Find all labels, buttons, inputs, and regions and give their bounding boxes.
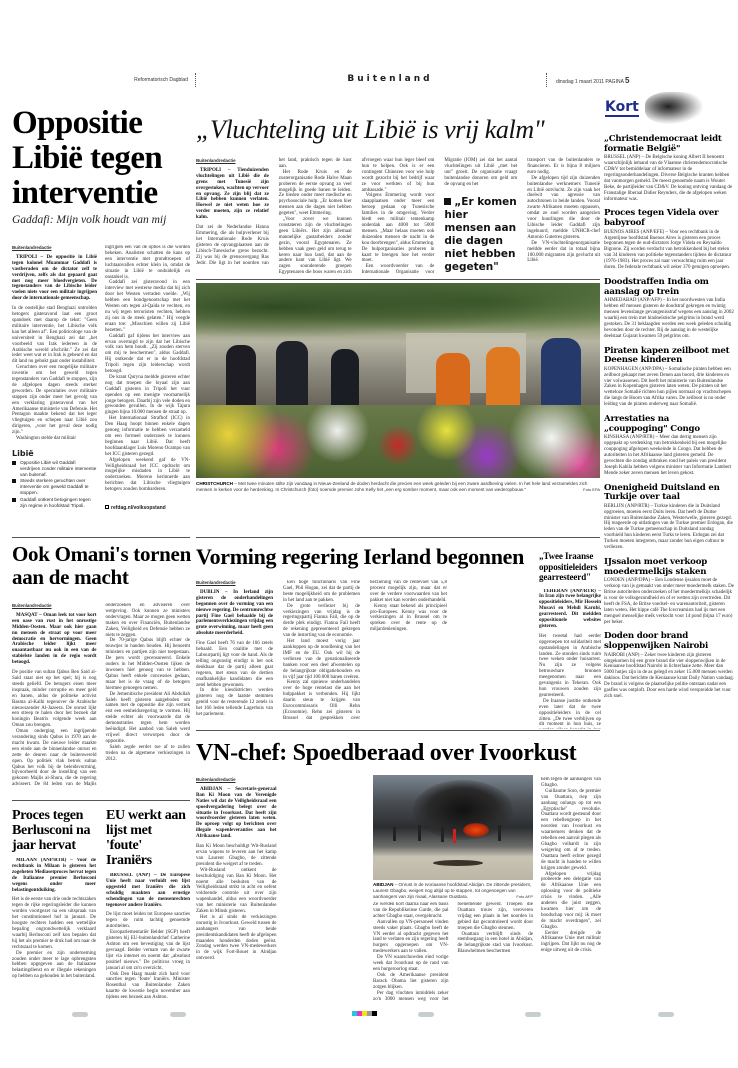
kort-item-text: BRUSSEL (ANP) – De Belgische koning Albert II benoemt waarschijnlijk iemand van de Vlaamse christendemocratische CD&V tot bemiddelaar of informateur in de regeringsonderhandelingen. Diverse Belgische kranten hebben dat vanmorgen gemeld. De meest genoemde naam is Wouter Beke, de partijleider van CD&V. De koning ontving vandaag de Franstalige liberaal Didier Reynders, die de afgelopen weken informateur was. <box>604 155 733 202</box>
paragraph: Per dag vluchten inmiddels zeker zo'n 3000 mensen weg voor het toenemende geweld. Troepen die Ouattara trouw zijn, veroveren vrijdag een plaats in het noorden in gebied dat gecontroleerd wordt door troepen die Gbagbo steunen. <box>373 902 533 1002</box>
paragraph: Een woordvoerder van de Internationale Organisatie voor Migratie (IOM) zei dat het aantal vluchtelingen uit Libië „met het uur" groeit. De organisatie vraagt buitenlandse donoren om geld om de opvang en het <box>361 158 518 276</box>
registration-mark <box>525 1012 541 1017</box>
paragraph: Het Rode Kruis en de zusterorganisatie Rode Halve Maan proberen de eerste opvang zo veel mogelijk in goede banen te leiden. Ze bieden onder meer medische en psychosociale hulp. „Er komen hier mensen aan die dagen niet hebben gegeten", weet Emmering. <box>278 169 352 217</box>
kort-item <box>604 278 734 340</box>
paragraph: Het Internationaal Strafhof (ICC) in Den Haag hoopt binnen enkele dagen genoeg informatie te hebben verzameld om een formeel onderzoek te kunnen beginnen naar Libië. Dat heeft hoofdaanklager Luis Moreno Ocampo van het ICC gisteren gezegd. <box>105 416 190 457</box>
paragraph: ingrijpen een van de opties is die worden bekeken. Analisten schatten de kans op een interventie met grondtroepen of luchtaanvallen echter klein in, omdat de situatie in Libië te onduidelijk en onstabiel is. <box>105 245 190 280</box>
paragraph: De 70-jarige Qabus blijft echter de touwtjes in handen houden. Hij benoemt ministers en partijen zijn niet toegestaan. De pers wordt gecensureerd. Enkele ouders in het Midden-Oosten lijken de inwoners hier genoeg van te hebben. Qabus heeft enkele concessies gedaan, maar het is de vraag of de betogers hiermee genoegen nemen. <box>105 638 190 691</box>
paragraph: De Jemenitische president Ali Abdullah Saleh heeft gisteren aangeboden om samen met de oppositie die zijn vertrek eist een eenheidsregering te vormen. Hij stelde echter als voorwaarde dat de demonstraties tegen hem worden beëindigd. Het aanbod van Saleh werd vrijwel direct verworpen door de oppositie. <box>105 691 190 744</box>
divider <box>12 800 190 801</box>
paragraph: Wit-Rusland ontkent de beschuldiging van Ban Ki Moon. Het noemt alle besluiten van de Veiligheidsraad strikt in acht en oefent voldoende controle uit over zijn wapenhandel, aldus een woordvoerder van het ministerie van Buitenlandse Zaken in Minsk gisteren. <box>196 867 277 915</box>
quote-square-icon <box>444 198 451 205</box>
paragraph: Volgens Emmering wordt voor slaapplaatsen onder meer een beroep gedaan op Tunesische families in de omgeving. Verder biedt een militair tentenkamp onderdak aan 4000 tot 5000 mensen. „Maar helaas moeten ook duizenden mensen de nacht in de kou doorbrengen", aldus Emmering. De hulporganisaties proberen in kaart te brengen hoe het verder moet. <box>361 193 435 264</box>
headline: EU werkt aan lijst met 'foute' Iraniërs <box>106 808 186 868</box>
registration-mark <box>72 1012 88 1017</box>
paragraph: Een hoge functionaris van Fine Gael, Phil Hogan, zei dat de partij de beste mogelijkheid om de problemen in het land aan te pakken. <box>283 580 360 603</box>
factbox-bullet <box>12 497 97 509</box>
kort-item-title: Doden door brand sloppenwijken Nairobi <box>604 631 709 652</box>
bullet-text: Gaddafi ontkent betogingen tegen zijn regime in hoofdstad Tripoli. <box>20 496 91 508</box>
bullet-square-icon <box>12 479 16 483</box>
paragraph: Fine Gael heeft 76 van de 166 zetels behaald. Een coalitie met de Labourpartij ligt voor de hand. Als de telling ongunstig eindigt is het ook denkbaar dat de partij alleen gaat regeren, met steun van de dertien onafhankelijke kandidaten die een zetel hebben gewonnen. <box>196 641 273 688</box>
photo-abidjan <box>373 775 533 880</box>
paragraph: Kenny zal opnieuw onderhandelen over de hoge rentelast die aan het hulppakket is verbonden. Hij lijkt daarin steun te krijgen van Eurocommissaris Olli Rehn (Economie). Rehn zei gisteren in Brussel dat gesprekken over herziening van de rentevoet van 5,8 procent mogelijk zijn, maar dat er over de verdere voorwaarden van het pakket niet kan worden onderhandeld. <box>283 580 447 721</box>
section-title: Buitenland <box>347 74 433 84</box>
registration-mark <box>418 1012 434 1017</box>
kort-header <box>605 92 735 126</box>
lead: TEHERAN (ANP/RTR) – In Iran zijn twee belangrijke oppositieleiders, Mir Hossein Musavi en Mehdi Karubi, gearresteerd. Dit meldden oppositionele websites gisteren. <box>539 588 601 629</box>
paragraph: Ook Den Haag maakt zich hard voor sancties tegen 'foute' Iraniërs. Minister Rosenthal van Buitenlandse Zaken kaartte de kwestie begin november aan tijdens een bezoek aan Ashton. <box>106 971 190 1001</box>
paragraph: De VN waarschuwden eind vorige week dat Ivoorkust op de rand van een burgeroorlog staat. <box>373 955 449 972</box>
paragraph: Het is de eerste van drie oude rechtszaken tegen de rijke regeringsleider die kunnen worden voortgezet na een uitspraak van het constitutioneel hof in januari. De hoogste rechters hadden een wettelijke bepaling ongrondwettelijk verklaard waarbij Berlusconi zelf kon bepalen dat hij het als premier te druk had om naar de rechtszaal te komen. <box>12 897 96 950</box>
article-ierland <box>196 580 534 722</box>
quote-text: „Er komen hier mensen aan die dagen niet hebben gegeten" <box>444 195 517 273</box>
article-oman <box>12 603 190 793</box>
registration-mark <box>658 1012 674 1017</box>
lead: MILAAN (ANP/RTR) – Voor de rechtbank in Milaan is gisteren het zogeheten Mediasetproces hervat tegen de Italiaanse premier Berlusconi wegens onder meer belastingontduiking. <box>12 858 96 893</box>
lead: TRIPOLI – De oppositie in Libië tegen kolonel Muammar Gaddafi is vastberaden om de dictator zelf te verdrijven, zelfs als dat gepaard gaat met nog meer bloedvergieten. De tegenstanders van de Libische leider voelen niets voor een militair ingrijpen door de internationale gemeenschap. <box>12 254 97 302</box>
paragraph: De positie van sultan Qabus Ben Said al-Said staat niet op het spel; hij is nog steeds geliefd. De betogers eisen meer inspraak, minder corruptie en meer geld en banen, aldus de politieke activist Basma al-Kalhi tegenover de Arabische nieuwszender Al-Jazeera. De onrust lijkt een streep te halen door het bezoek dat koningin Beatrix volgende week aan Oman zou brengen. <box>12 670 97 729</box>
paragraph: Guillaume Soro, de premier van Ouattara, riep zijn aanhang onlangs op tot een „Egyptische" revolutie. Ouattara wordt gesteund door een rebellengroep in het noorden van Ivoorkust en waarnemers denken dat de rebellen een aanval plegen als Gbagbo volhardt in zijn weigering om af te treden. Ouattara heeft echter gezegd de macht in handen te willen krijgen zonder geweld. <box>541 788 601 871</box>
kort-item-title: Piraten kapen zeilboot met Deense kinderen <box>604 345 730 366</box>
color-swatch <box>372 1011 377 1016</box>
paragraph: Dat zei de Nederlandse Hanna Emmering, die als hulpverlener bij het Internationale Rode Kruis gisteren de opvangplaatsen aan de Libisch-Tunesische grens bezocht. Zij was bij de grensovergang Ras Jedir. Die ligt in het noorden van het land, praktisch tegen de kust aan. <box>196 158 352 266</box>
kort-logo: Kort <box>605 99 639 115</box>
caption-place: CHRISTCHURCH <box>196 481 234 487</box>
paragraph: Aanvallen op VN-personeel vinden steeds vaker plaats. Gbagbo heeft de VN eerder al opdracht gegeven het land te verlaten en zijn regering heeft burgers opgeroepen om VN-medewerkers aan te vallen. <box>373 919 449 955</box>
kort-item <box>604 632 734 699</box>
page-date <box>556 76 629 85</box>
kort-item <box>604 415 734 477</box>
paragraph: De VN-vluchtelingenorganisatie meldde eerder dat in totaal bijna 100.000 migranten zijn gevlucht uit Libië. <box>527 240 600 264</box>
paragraph: Geruchten over een mogelijke militaire inventie om het geweld tegen tegenstanders van Gaddafi te stoppen, zijn de afgelopen dagen steeds sterker geworden. De speculaties over militaire stappen zijn onder meer het gevolg van een verklaring gisteravond van het Amerikaanse ministerie van Defensie. Het Pentagon maakte bekend dat het leger vliegtuigen en schepen naar Libië zou dirigeren, „voor het geval deze nodig zijn." <box>12 365 97 436</box>
photo-credit: Foto EPA <box>583 487 600 493</box>
lead: TRIPOLI – Tienduizenden vluchtelingen uit Libië die de grens met Tunesië zijn overgestoken, wachten op vervoer en opvang. Ze zijn blij dat ze Libië hebben kunnen verlaten. Hoewel ze niet weten hoe ze verder moeten, zijn ze relatief kalm. <box>196 167 269 221</box>
paragraph: Ouattara verblijft sinds de stembusgang in een hotel in Abidjan, de belangrijkste stad van Ivoorkust. Blauwhelmen beschermen <box>457 931 533 955</box>
caption-text: – Met twee minuten stilte zijn vandaag in Nieuw-Zeeland de doden herdacht die precies een week geleden bij een zware aardbeving vielen. In het hele land verzamelden zich mensen in kerken voor de herdenking. In Christchurch (foto) noemde premier John Kelly het „een erg somber moment, maar ook een moment van wederopbouw." <box>196 481 588 493</box>
paragraph: De grote verliezer bij de verkiezingen van vrijdag is de regeringspartij Fianna Fail, die op de derde plek eindigt. Fianna Fail heeft de rekening gepresenteerd gekregen van de instorting van de economie. <box>283 603 360 639</box>
article-vn-continued <box>373 902 533 1005</box>
byline: Buitenlandredactie <box>196 158 236 163</box>
paragraph: Saleh zegde eerder toe af te zullen treden na de algemene verkiezingen in 2012. <box>105 744 190 762</box>
factbox-title: Libië <box>12 449 34 458</box>
headline: „Vluchteling uit Libië is vrij kalm" <box>196 115 545 144</box>
bullet-square-icon <box>12 498 16 502</box>
paragraph: „Voor zover we kunnen constateren zijn de vluchtelingen geen Libiërs. Het zijn allemaal mannelijke gastarbeiders zonder gezin, vooral Egyptenaren. Ze hebben vaak geen geld om terug te keren naar hun land, dat aan de andere kant van Libië ligt. We zagen sounderende groepen Egyptenaren die boos waren en zich afvroegen waar hun leger bleef om hun te helpen. Ook is er een contingent Chinezen voor wie hulp wordt gezocht bij het bedrijf waar ze voor werkten of bij hun ambassade." <box>278 158 435 276</box>
headline: Proces tegen Berlusconi na jaar hervat <box>12 808 91 853</box>
kort-item-text: KOPENHAGEN (ANP/DPA) – Somalische piraten hebben een zeilboot gekaapt met zeven Denen aan boord, drie kinderen en vier volwassenen. Dit heeft het ministerie van Buitenlandse Zaken in Kopenhagen gisteren laten weten. De piraten uit het wetteloze Somalië richten hun pijlen normaal op vrachtschepen die langs de Hoorn van Afrika varen. De zeilboot is nu onder leiding van de piraten onderweg naar Somalië. <box>604 366 732 408</box>
kort-item <box>604 347 734 409</box>
subtitle: Gaddafi: Mijn volk houdt van mij <box>12 214 167 226</box>
paragraph: De afgelopen tijd zijn duizenden buitenlandse werknemers Tunesië en Libië ontvlucht. Ze zijn vaak het doelwit van agressie van autochtonen in beide landen. Vooral zwarte Afrikanen moeten oppassen, omdat ze snel worden aangezien voor huurlingen die door de Libische leider Gaddafi zijn ingehuurd, meldde UNHCR-chef Antonio Guterres gisteren. <box>527 175 600 240</box>
kort-list <box>604 128 734 1013</box>
headline: VN-chef: Spoedberaad over Ivoorkust <box>196 740 577 766</box>
headline: Ook Omani's tornen aan de macht <box>12 542 191 589</box>
world-map-icon <box>645 92 703 124</box>
link-text[interactable]: refdag.nl/volksopstand <box>111 505 166 511</box>
divider <box>12 537 190 538</box>
paragraph: Kenny staat bekend als principieel pro-Europees. Kenny was voor de verkiezingen al in Brussel om te spreken over de rente op de miljardenleningen. <box>370 603 447 633</box>
kort-item <box>604 135 734 202</box>
paragraph: De krant Quryna meldde gisteren echter nog dat troepen die loyaal zijn aan Gaddafi gisteren in Tripoli het vuur openden op een menigte voornamelijk jonge betogers. Daarbij zijn vele doden en gewonden gevallen. In de wijk Tajura gingen bijna 10.000 mensen de straat op. <box>105 374 190 416</box>
paragraph: In de oostelijke stad Benghazi ontrolden betogers gisteravond laat een groot spandoek met daarop de tekst: "Geen militaire interventie, het Libische volk kan het alleen af". Een politicologe van de universiteit in Benghazi zei dat „het voorbeeld van Irak iedereen in de Arabische wereld afschrikt." Ze zei dat ieder weet wat er in Irak is gebeurd en dat dit land nu gebukt gaat onder instabiliteit. <box>12 306 97 365</box>
article-column <box>105 245 190 500</box>
headline-line: interventie <box>12 175 158 211</box>
pull-quote <box>444 196 517 274</box>
paragraph: Gaddafi zei gisteravond in een interview met westerse media dat hij zich door het Westen verraden voelde. „Wij hebben een bondgenootschap met het Westen om tegen al-Qaida te vechten, en nu wij tegen terroristen vechten, hebben zij ons in de steek gelaten." Hij voegde eraan toe: „Misschien willen zij Libië bezetten." <box>105 280 190 333</box>
paragraph: Gaddafi gaf tijdens het interview aan ervan overtuigd te zijn dat het Libische volk van hem houdt. „Zij zouden sterven om mij te beschermen", aldus Gaddafi. Hij ontkende dat er in de hoofdstad Tripoli tegen zijn leiderschap wordt betoogd. <box>105 333 190 375</box>
photo-christchurch <box>196 283 600 478</box>
middle-top-block <box>196 158 600 493</box>
divider <box>196 279 600 280</box>
article-eu <box>106 808 190 1023</box>
factbox-libie <box>12 449 97 508</box>
kort-item <box>604 558 734 625</box>
lead: DUBLIN – In Ierland zijn gisteren de onderhandelingen begonnen over de vorming van een nieuwe regering. De centrumrechtse partij Fine Gael behaalde bij de parlementsverkiezingen vrijdag een grote overwinning, maar heeft geen absolute meerderheid. <box>196 589 274 637</box>
kort-item-title: Proces tegen Videla over babyroof <box>604 208 719 229</box>
kort-item-text: BUENOS AIRES (ANP/EFE) – Voor een rechtbank in de Argentijnse hoofdstad Buenos Aires is gisteren een proces begonnen tegen de oud-dictators Jorge Videla en Reynaldo Bignone. Zij worden verdacht van betrokkenheid bij het stelen van 34 kinderen van politieke tegenstanders tijdens de dictatuur (1976-1983). Het proces zal naar verwachting ruim een jaar duren. De federale rechtbank wil zeker 370 getuigen oproepen. <box>604 229 732 271</box>
kort-item-text: NAIROBI (ANP) – Zeker twee kinderen zijn gisteren omgekomen bij een grote brand die vier sloppenwijken in de Keniaanse hoofdstad Nairobi in lichterlaaie zette. Meer dan 5000 hutjes zijn in de as gelegd en zeker 15.000 mensen werden dakloos. Dat berichtte de Keniaanse krant Daily Nation vandaag. De brand is volgens de plaatselijke politie ontstaan nadat een gasfles was ontploft. Door een harde wind verspreidde het vuur zich snel. <box>604 652 734 699</box>
article-iran <box>539 551 601 729</box>
kort-item-title: Doodstraffen India om aanslag op trein <box>604 276 709 297</box>
paragraph: De premier en zijn onderneming zouden onder meer te lage opbrengsten hebben opgegeven aan de Italiaanse belastingdienst en er illegale rekeningen op hebben na gehouden in het buitenland. <box>12 950 96 980</box>
article-libie-column-1 <box>12 245 97 509</box>
paragraph: Oman onderging een ingrijpende verandering sinds Qabus in 1970 aan de macht kwam. De nieuwe leider maakte een einde aan de binnenlandse onrust en zette de deuren naar de buitenwereld open. Op politiek vlak betrok sultan Qabus het volk bij de beleidsvorming, bijvoorbeeld door de instelling van een gekozen Majlis al-Shura, die de regering adviseert. De 84 leden van de Majlis onderzoeken en adviseren over wetgeving. Ook kunnen ze ministers ondervragen. Maar ze mogen geen wetten maken en over Financiën, Buitenlandse Zaken, Veiligheid en Defensie hebben ze niets te zeggen. <box>12 603 190 788</box>
paragraph: Het is al sinds de verkiezingen onrustig in Ivoorkust. Geweld tussen de aanhangers van beide presidentskandidaten heeft de afgelopen maanden honderden doden geëist. Zondag werden twee VN-medewerkers in de wijk Fort-Bouet in Abidjan ontvoerd. <box>196 914 277 962</box>
kort-item-text: KINSHASA (ANP/RTR) – Meer dan dertig mensen zijn opgepakt op verdenking van betrokkenheid bij een mogelijke couppoging afgelopen weekeinde in Congo. Dat hebben de autoriteiten in het Afrikaanse land gisteren gemeld. De gevechten die zondag uitbraken rond het paleis van president Joseph Kabila hebben volgens minister van Informatie Lambert Mende zeker zeven mensen het leven gekost. <box>604 435 732 476</box>
caption-place: ABIDJAN <box>373 882 394 887</box>
factbox-bullet <box>12 478 97 495</box>
link-icon <box>105 505 109 509</box>
photo-caption <box>373 882 533 900</box>
paragraph: transport van de buitenlanders te financieren. Er is bijna 8 miljoen euro nodig. <box>527 158 600 175</box>
paragraph: Het tweetal had eerder opgeroepen tot solidariteit met opstandelingen in Arabische landen. Ze stonden sinds ruim twee weken onder huisarrest. Nu zijn ze volgens betrouwbare bronnen meegenomen naar een gevangenis in Teheran. Ook hun vrouwen zouden zijn gearresteerd. <box>539 633 601 698</box>
headline <box>12 106 192 211</box>
kort-item-title: „Christendemocraat leidt formatie België" <box>604 134 722 154</box>
photo-caption <box>196 481 600 493</box>
paragraph: De Iraanse justitie ontkende even later dat de twee oppositieleiders in de cel zitten. „De twee verblijven op dit moment in hun huis, ze <box>539 698 601 728</box>
paragraph: Ze werden kort daarna naar een basis van de Republikeinse Garde, die pal achter Gbagbo staat, overgebracht. <box>373 902 449 919</box>
caption-text: – Onrust in de Ivoriaanse hoofdstad Abidjan. De zittende president, Laurent Gbagbo, weigert nog altijd op te stappen, tot ongenoegen van aanhangers van zijn rivaal, Alassane Ouattara. <box>373 882 532 899</box>
lead: MASQAT – Oman leek tot voor kort een oase van rust in het onrustige Midden-Oosten. Maar ook hier gaan nu mensen de straat op voor meer democratie en hervormingen. Geen Arabische leider lijkt meer onaantastbaar nu ook in een van de stabielste landen in de regio wordt betoogd. <box>12 612 97 666</box>
paragraph: Ban Ki Moon beschuldigt Wit-Rusland ervan wapens te leveren aan het kamp van Laurent Gbagbo, de zittende president die weigert af te treden. <box>196 844 277 867</box>
paragraph: Afgelopen vrijdag probeerde een delegatie van de Afrikaanse Unie een oplossing voor de politieke crisis te vinden. „Alle anderen die juist zeggen, kwamen hier om de boodschap voor mij: ik moet de macht overdragen", zei Gbagbo. <box>541 871 601 930</box>
article-libie <box>12 106 192 226</box>
byline: Buitenlandredactie <box>12 245 52 250</box>
kort-item-text: AHMEDABAD (ANP/AFP) – In het noordwesten van India hebben elf mensen gisteren de doodstraf gekregen en twintig mensen levenslange gevangenisstraf wegens een aanslag in 2002 waarbij een trein met hindoeïstische pelgrims in brand werd gestoken. De 31 beklaagden werden een week geleden schuldig bevonden door de rechter. Bij de aanslag in de westelijke deelstaat Gujarat kwamen 59 pelgrims om. <box>604 298 734 339</box>
kort-item-title: Arrestaties na „couppoging" Congo <box>604 414 700 434</box>
paragraph: De lijst moet leiden tot Europese sancties tegen de ruim tachtig genoemde autoriteiten. <box>106 912 190 930</box>
bullet-text: Oppositie Libië wil Gaddafi verdrijven zonder militaire interventie van buitenaf. <box>20 460 97 477</box>
headline: „Twee Iraanse oppositieleiders gearresteerd" <box>539 551 598 582</box>
paragraph: hem tegen de aanhangers van Gbagbo. <box>541 777 601 788</box>
article-berlusconi <box>12 808 96 1008</box>
divider <box>196 730 600 731</box>
article-vluchteling <box>196 158 600 276</box>
kort-item-title: Onenigheid Duitsland en Turkije over taal <box>604 482 720 503</box>
headline-line: Oppositie <box>12 105 143 141</box>
header-divider <box>546 73 547 87</box>
paragraph: Afgelopen weekend gaf de VN-Veiligheidsraad het ICC opdracht om mogelijke misdaden in Libië te onderzoeken. Moreno herinnerde aan berichten dat Libische vliegtuigen betogers zouden bombarderen. <box>105 457 190 493</box>
color-bar <box>352 1011 377 1016</box>
kort-item-text: BERLIJN (ANP/RTR) – Turkse kinderen die in Duitsland opgroeien, moeten eerst Duits leren. Dat heeft de Duitse minister van Buitenlandse Zaken, Westerwelle, gisteren gezegd. Hij reageerde op uitlatingen van de Turkse premier Erdogan, die leden van de Turkse gemeenschap in Duitsland zondag voorhield hun kinderen eerst Turks te leren. Erdogan zei dat Turken moeten integreren, maar zonder hun eigen cultuur te verliezen. <box>604 503 733 551</box>
headline: Vorming regering Ierland begonnen <box>196 544 525 569</box>
headline-line: Libië tegen <box>12 140 163 176</box>
kort-item-text: LONDEN (ANP/DPA) – Een Londense ijssalon moet de verkoop van ijs gemaakt van onder meer moedermelk staken. De Britse autoriteiten onderzoeken of het moedermelkijs schadelijk is voor de volksgezondheid en of er wetten zijn overtreden. Dit heeft de FSA, de Britse voedsel- en warenautoriteit, gisteren laten weten. Het hippe café The Icecreamists had ijs met een mengsel menselijke melk verkocht voor 14 pond (bijna 17 euro) per beker. <box>604 578 734 625</box>
kort-item <box>604 209 734 271</box>
paragraph: Washington stelde dat militair <box>16 436 77 442</box>
byline: Buitenlandredactie <box>196 580 236 585</box>
lead: ABIDJAN – Secretaris-generaal Ban Ki Moon van de Verenigde Naties wil dat de Veiligheidsraad een spoedvergadering belegt over de situatie in Ivoorkust. Dat heeft zijn woordvoerder gisteren laten weten. De oproep volgt op berichten over illegale wapenleveranties aan het Afrikaanse land. <box>196 786 277 840</box>
paragraph: Europarlementariër Belder (SGP) heeft gisteren bij EU-buitenlandchef Catherine Ashton om een bevestiging van de lijst gevraagd. Belder vernam van de zwarte lijst via internet en noemt dat „absoluut positief nieuws." De politicus vroeg in januari al om zo'n overzicht. <box>106 930 190 971</box>
divider <box>196 537 600 538</box>
header-divider <box>195 73 196 87</box>
kort-item-title: IJssalon moet verkoop moedermelkijs staken <box>604 557 708 577</box>
byline: Buitenlandredactie <box>12 603 52 608</box>
factbox-bullet <box>12 460 97 477</box>
byline: Buitenlandredactie <box>196 777 236 782</box>
paragraph: Ook de Amerikaanse president Barack Obama liet gisteren zijn zorgen blijken. <box>373 972 449 990</box>
paragraph: Het land moest vorig jaar aankloppen op de noodlening van het IMF en de EU. Ook wil hij de verliezen van de genationaliseerde banken voor een deel afwentelen op de belangrijkste obligatiehouders en in vijf jaar tijd 100.000 banen creëren. <box>283 639 360 680</box>
photo-credit: Foto AFP <box>516 894 533 899</box>
kort-item <box>604 484 734 551</box>
article-vn-continued <box>541 777 601 1005</box>
article-vn <box>196 777 366 1005</box>
paragraph: In drie kiesdistricten werden gisteren nog de laatste stemmen geteld voor de resterende 12 zetels in het 166 leden tellende Lagerhuis van het parlement. <box>196 688 273 718</box>
lead: BRUSSEL (ANP) – De Europese Unie heeft naar verluidt een lijst opgesteld met Iraniërs die zich schuldig maakten aan ernstige schendingen van de mensenrechten tegenover andere Iraniërs. <box>106 873 190 908</box>
page-number: 5 <box>625 76 630 85</box>
web-link[interactable] <box>105 505 166 511</box>
article-column <box>12 245 97 442</box>
bullet-text: Steeds sterkere geruchten over interventie om geweld Gaddafi te stoppen. <box>20 478 89 495</box>
paper-name: Reformatorisch Dagblad <box>134 77 188 83</box>
paragraph: Eerder dreigde de Afrikaanse Unie met militair ingrijpen. Dat lijkt nu nog de enige uitweg uit de crisis. <box>541 930 601 954</box>
bullet-square-icon <box>12 461 16 465</box>
date-text: dinsdag 1 maart 2011 PAGINA <box>556 79 624 85</box>
registration-mark <box>170 1012 186 1017</box>
